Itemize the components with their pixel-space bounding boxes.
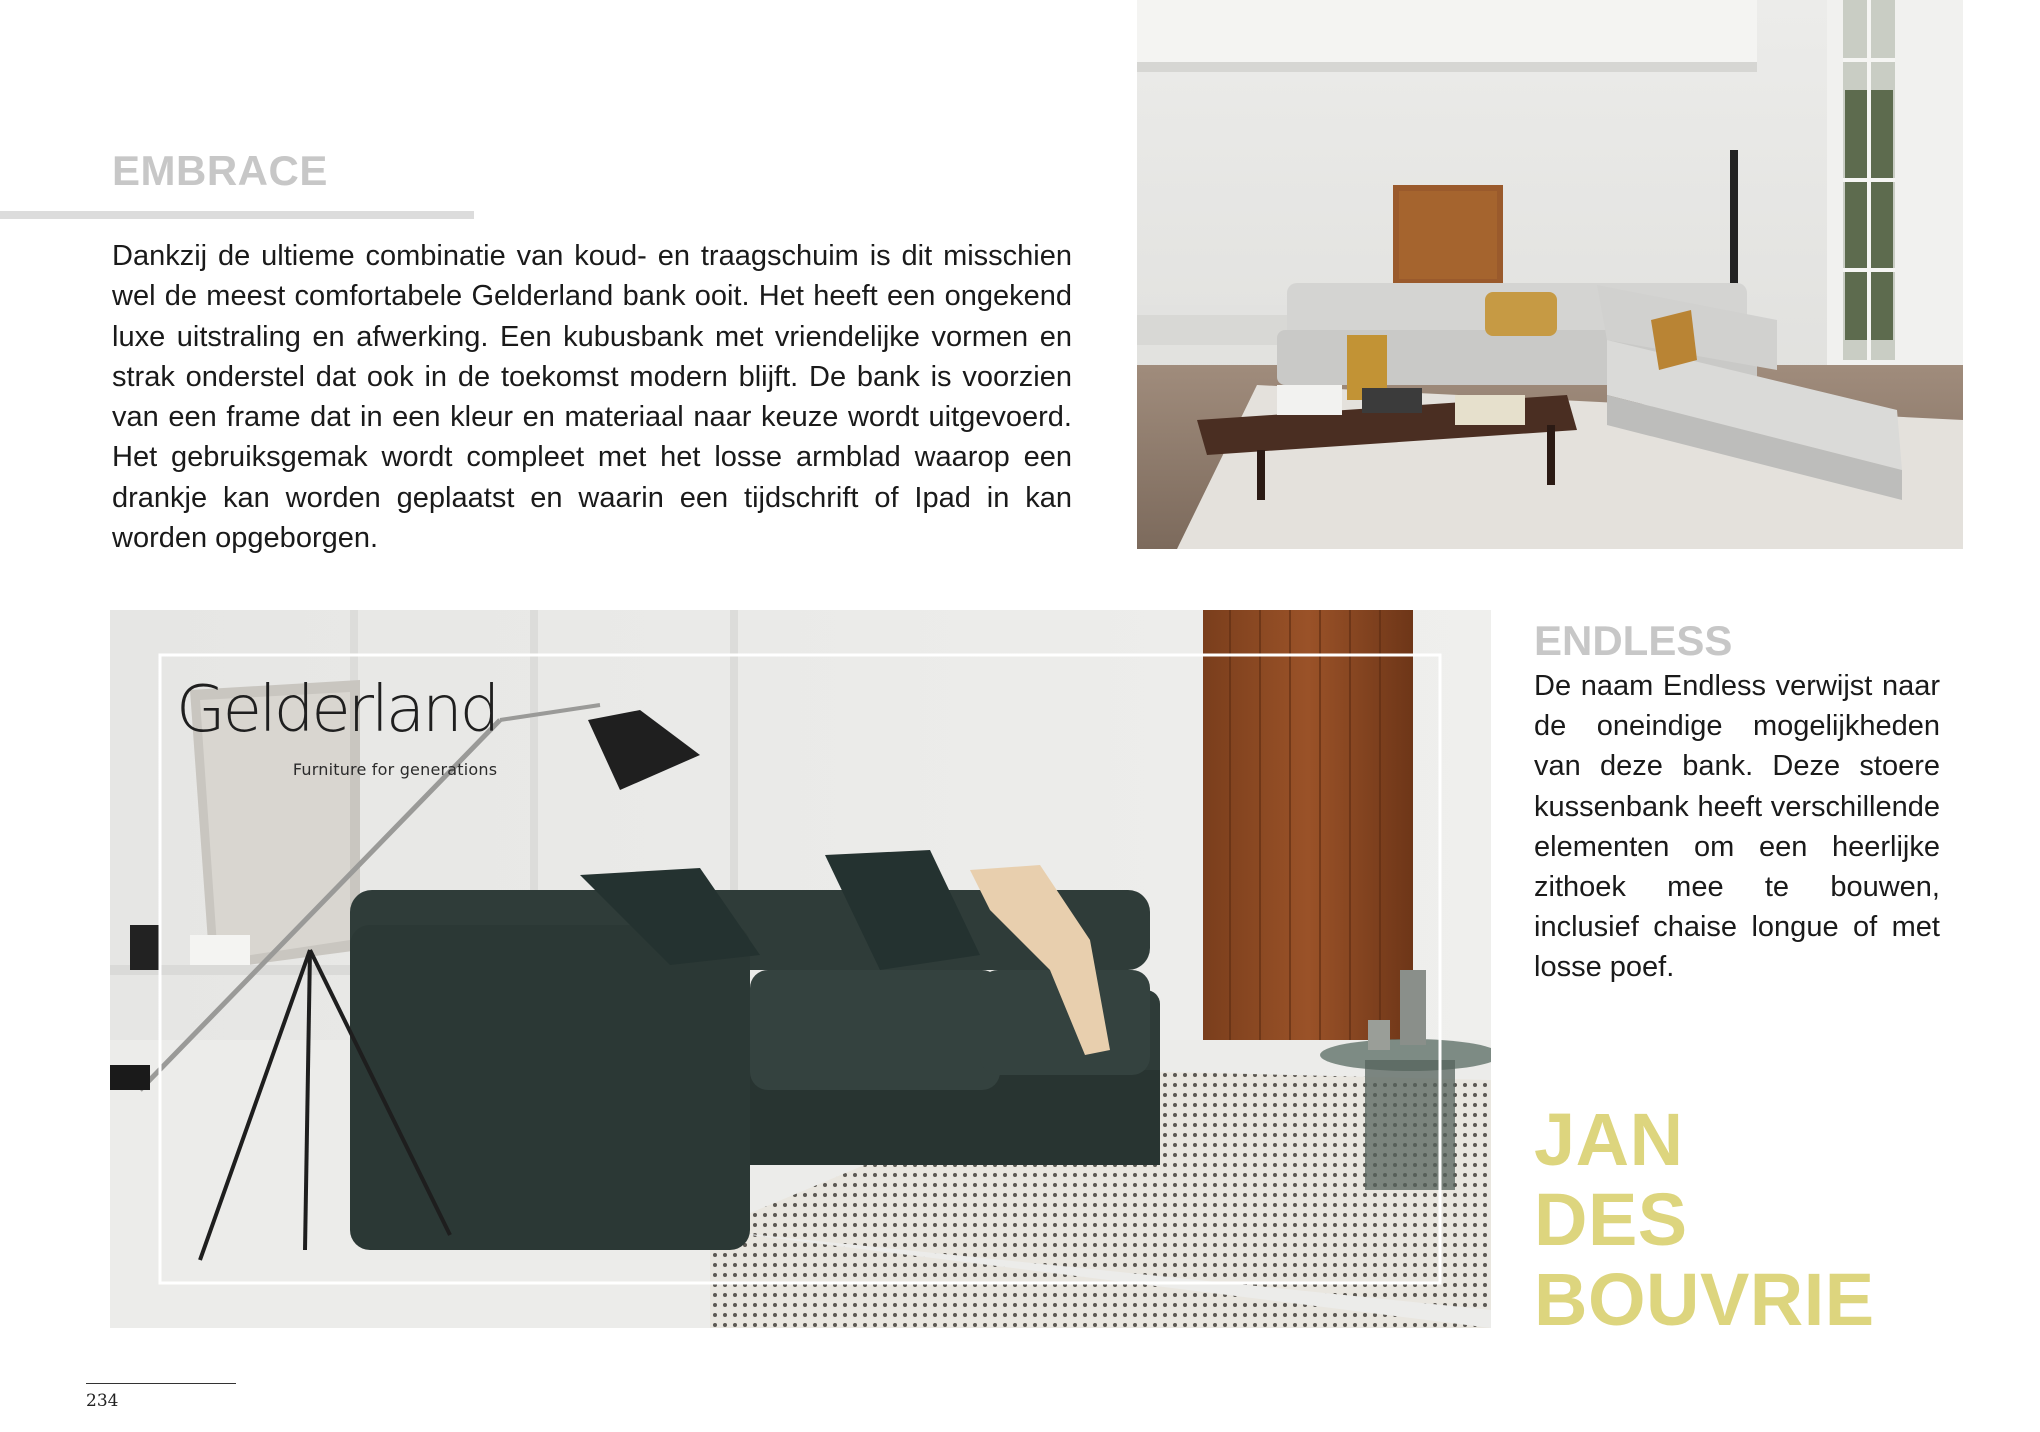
designer-line-2: DES bbox=[1534, 1178, 1688, 1261]
embrace-title: EMBRACE bbox=[112, 147, 328, 194]
designer-line-3: BOUVRIE bbox=[1534, 1258, 1875, 1341]
brand-logo bbox=[176, 673, 498, 779]
page-number-rule bbox=[86, 1383, 236, 1384]
page-number: 234 bbox=[86, 1391, 119, 1411]
brand-name: Gelderland bbox=[176, 673, 498, 747]
embrace-description: Dankzij de ultieme combinatie van koud- en traagschuim is dit misschien wel de meest comfortabele Gelderland bank ooit. Het heeft een ongekend luxe uitstraling en afwerking. Een kubusbank met vriendelijke vormen en strak onderstel dat ook in de toekomst modern blijft. De bank is voorzien van een frame dat in een kleur en materiaal naar keuze wordt uitgevoerd. Het gebruiksgemak wordt compleet met het losse armblad waarop een drankje kan worden geplaatst en waarin een tijdschrift of Ipad in kan worden opgeborgen. bbox=[112, 240, 1072, 555]
designer-line-1: JAN bbox=[1534, 1098, 1684, 1181]
embrace-sofa-photo bbox=[1137, 0, 1963, 549]
endless-title: ENDLESS bbox=[1534, 617, 1733, 664]
endless-sofa-photo bbox=[110, 610, 1491, 1328]
brand-tagline: Furniture for generations bbox=[292, 760, 498, 779]
title-rule bbox=[0, 211, 474, 219]
designer-name bbox=[1534, 1100, 1875, 1340]
endless-description: De naam Endless verwijst naar de oneindige mogelijkheden van deze bank. Deze stoere kussenbank heeft verschillende elementen om een heerlijke zithoek mee te bouwen, inclusief chaise longue of met losse poef. bbox=[1534, 670, 1940, 984]
